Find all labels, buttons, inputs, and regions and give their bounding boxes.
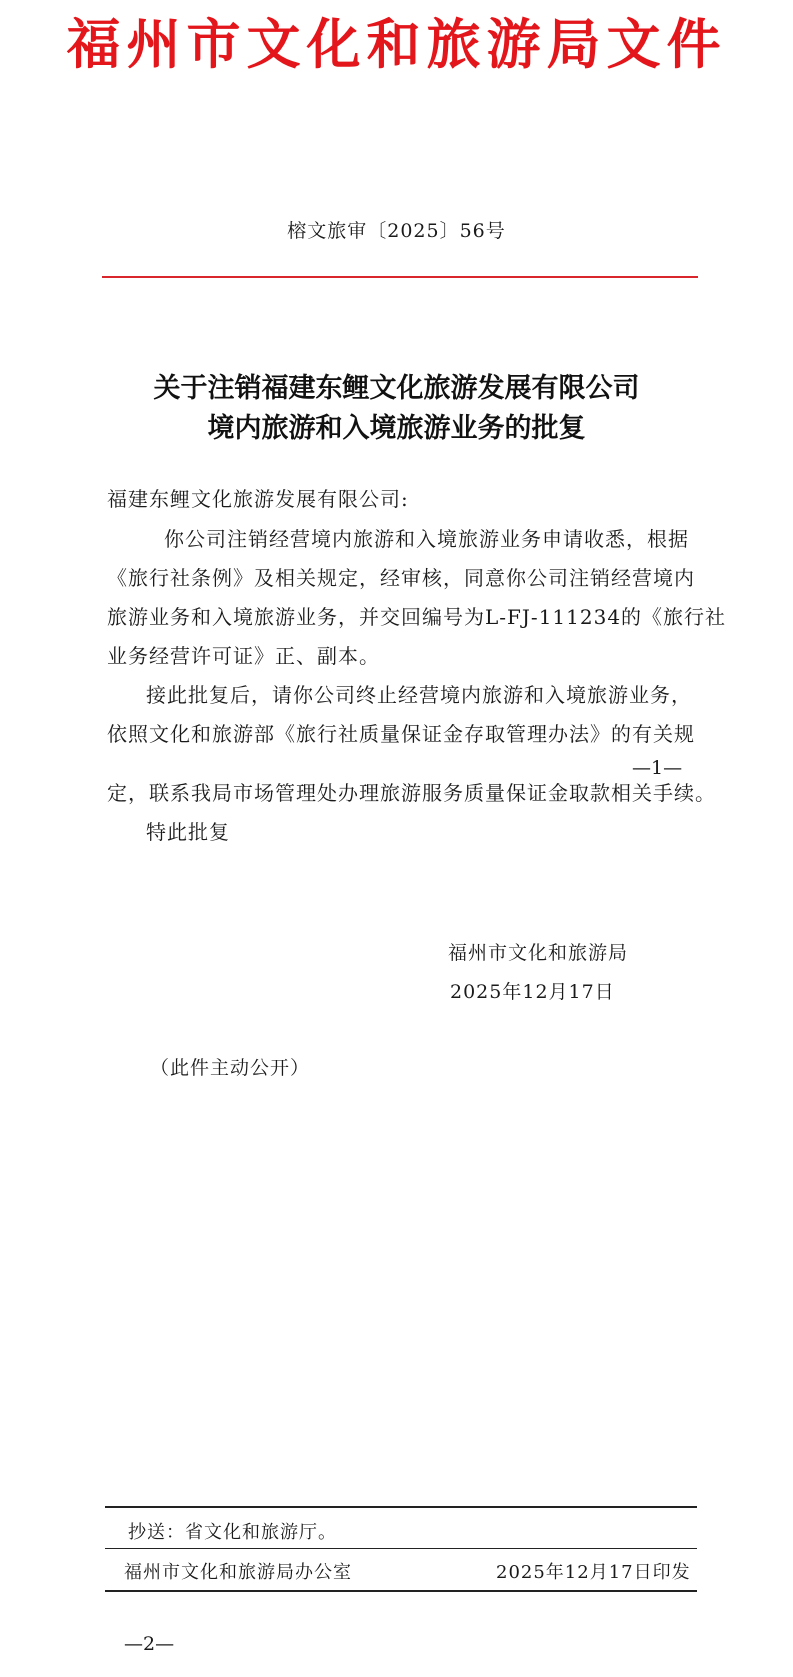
salutation: 福建东鲤文化旅游发展有限公司: xyxy=(107,487,409,511)
paragraph-2-line: 接此批复后，请你公司终止经营境内旅游和入境旅游业务， xyxy=(146,683,692,707)
paragraph-1-line: 业务经营许可证》正、副本。 xyxy=(107,644,380,668)
page-number: —2— xyxy=(124,1633,175,1655)
cc-recipients: 抄送：省文化和旅游厅。 xyxy=(128,1522,337,1543)
paragraph-1-line: 旅游业务和入境旅游业务，并交回编号为L-FJ-111234的《旅行社 xyxy=(107,605,727,629)
footer-rule-bottom xyxy=(105,1590,697,1592)
paragraph-1-line: 你公司注销经营境内旅游和入境旅游业务申请收悉，根据 xyxy=(164,527,689,551)
signature-organization: 福州市文化和旅游局 xyxy=(448,942,629,964)
print-date: 2025年12月17日印发 xyxy=(496,1562,691,1583)
page-number: —1— xyxy=(632,757,683,779)
footer-rule-middle xyxy=(105,1548,697,1549)
paragraph-2-line: 依照文化和旅游部《旅行社质量保证金存取管理办法》的有关规 xyxy=(107,722,695,746)
document-title-line-2: 境内旅游和入境旅游业务的批复 xyxy=(207,413,586,444)
document-number: 榕文旅审〔2025〕56号 xyxy=(287,220,506,242)
disclosure-note: （此件主动公开） xyxy=(150,1057,311,1079)
closing-text: 特此批复 xyxy=(146,820,230,844)
document-title-line-1: 关于注销福建东鲤文化旅游发展有限公司 xyxy=(153,373,640,404)
document-header-title: 福州市文化和旅游局文件 xyxy=(66,12,727,76)
signature-date: 2025年12月17日 xyxy=(450,981,615,1003)
issuing-office: 福州市文化和旅游局办公室 xyxy=(124,1562,352,1583)
paragraph-1-line: 《旅行社条例》及相关规定，经审核，同意你公司注销经营境内 xyxy=(107,566,695,590)
header-divider xyxy=(102,276,698,278)
footer-rule-top xyxy=(105,1506,697,1508)
paragraph-2-line: 定，联系我局市场管理处办理旅游服务质量保证金取款相关手续。 xyxy=(107,781,716,805)
